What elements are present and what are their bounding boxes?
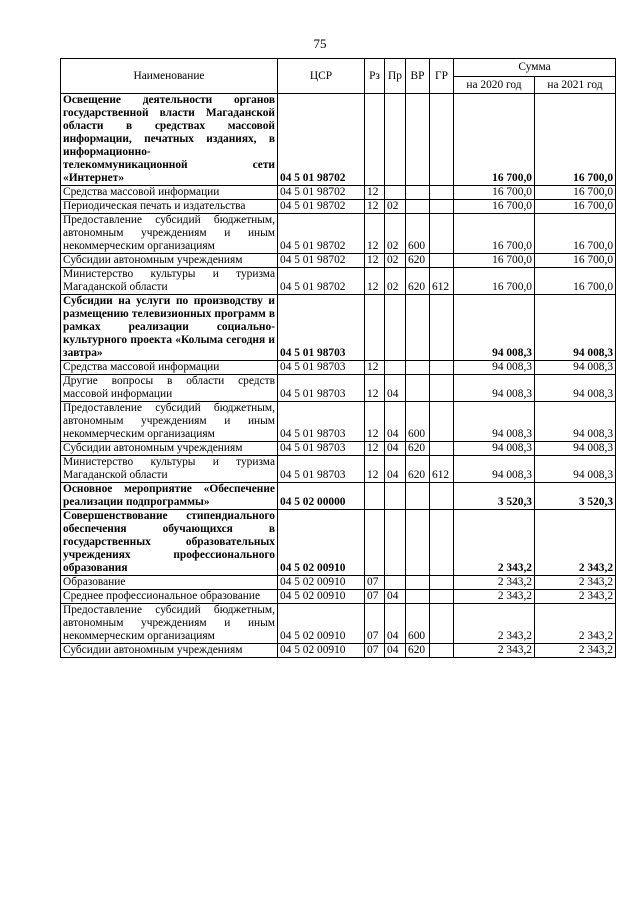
cell-vr [406, 375, 430, 402]
cell-pr: 04 [385, 644, 406, 658]
cell-csr: 04 5 02 00910 [278, 644, 365, 658]
cell-pr [385, 510, 406, 576]
cell-csr: 04 5 01 98703 [278, 402, 365, 442]
table-row [61, 268, 616, 295]
cell-vr [406, 200, 430, 214]
cell-vr [406, 94, 430, 186]
header-year-2020: на 2020 год [454, 77, 535, 94]
cell-vr [406, 361, 430, 375]
cell-vr [406, 483, 430, 510]
cell-sum-2021: 16 700,0 [535, 94, 616, 186]
cell-sum-2020: 16 700,0 [454, 94, 535, 186]
cell-rz: 12 [365, 268, 385, 295]
cell-name: Другие вопросы в области средств массовой информации [61, 375, 278, 402]
cell-rz [365, 510, 385, 576]
header-vr: ВР [406, 59, 430, 94]
cell-name: Образование [61, 576, 278, 590]
cell-sum-2021: 94 008,3 [535, 402, 616, 442]
cell-sum-2021: 2 343,2 [535, 510, 616, 576]
table-row [61, 295, 616, 361]
header-rz: Рз [365, 59, 385, 94]
cell-gr [430, 442, 454, 456]
cell-sum-2021: 2 343,2 [535, 644, 616, 658]
cell-csr: 04 5 02 00910 [278, 604, 365, 644]
cell-sum-2021: 16 700,0 [535, 268, 616, 295]
header-year-2021: на 2021 год [535, 77, 616, 94]
cell-name: Средства массовой информации [61, 186, 278, 200]
cell-csr: 04 5 01 98703 [278, 442, 365, 456]
header-csr: ЦСР [278, 59, 365, 94]
cell-gr [430, 604, 454, 644]
cell-rz: 12 [365, 402, 385, 442]
cell-pr [385, 576, 406, 590]
cell-pr: 04 [385, 590, 406, 604]
cell-rz: 12 [365, 214, 385, 254]
table-row [61, 442, 616, 456]
cell-gr [430, 186, 454, 200]
table-row [61, 254, 616, 268]
table-row [61, 94, 616, 186]
cell-sum-2021: 16 700,0 [535, 200, 616, 214]
cell-rz: 07 [365, 644, 385, 658]
cell-sum-2021: 94 008,3 [535, 442, 616, 456]
cell-pr: 04 [385, 456, 406, 483]
cell-gr [430, 254, 454, 268]
cell-sum-2020: 16 700,0 [454, 186, 535, 200]
cell-sum-2020: 94 008,3 [454, 442, 535, 456]
cell-pr: 04 [385, 604, 406, 644]
cell-csr: 04 5 01 98702 [278, 254, 365, 268]
cell-sum-2021: 94 008,3 [535, 375, 616, 402]
cell-csr: 04 5 01 98702 [278, 268, 365, 295]
cell-vr [406, 510, 430, 576]
cell-sum-2020: 16 700,0 [454, 200, 535, 214]
table-row [61, 510, 616, 576]
cell-rz: 12 [365, 361, 385, 375]
cell-sum-2020: 2 343,2 [454, 576, 535, 590]
cell-sum-2020: 94 008,3 [454, 456, 535, 483]
cell-rz: 12 [365, 375, 385, 402]
cell-sum-2020: 94 008,3 [454, 375, 535, 402]
cell-csr: 04 5 02 00910 [278, 576, 365, 590]
cell-csr: 04 5 01 98703 [278, 295, 365, 361]
cell-vr: 620 [406, 442, 430, 456]
cell-sum-2020: 94 008,3 [454, 361, 535, 375]
table-row [61, 402, 616, 442]
budget-table [60, 58, 616, 658]
cell-pr: 02 [385, 214, 406, 254]
cell-vr: 620 [406, 644, 430, 658]
cell-csr: 04 5 01 98703 [278, 375, 365, 402]
cell-pr [385, 295, 406, 361]
header-gr: ГР [430, 59, 454, 94]
cell-sum-2020: 16 700,0 [454, 254, 535, 268]
cell-csr: 04 5 01 98702 [278, 200, 365, 214]
cell-sum-2020: 2 343,2 [454, 590, 535, 604]
table-row [61, 214, 616, 254]
cell-name: Субсидии автономным учреждениям [61, 644, 278, 658]
header-row [61, 59, 616, 77]
cell-sum-2021: 2 343,2 [535, 576, 616, 590]
cell-csr: 04 5 02 00000 [278, 483, 365, 510]
cell-rz: 12 [365, 442, 385, 456]
cell-sum-2021: 16 700,0 [535, 254, 616, 268]
cell-name: Периодическая печать и издательства [61, 200, 278, 214]
cell-sum-2020: 16 700,0 [454, 268, 535, 295]
cell-gr [430, 402, 454, 442]
cell-name: Субсидии автономным учреждениям [61, 442, 278, 456]
cell-sum-2020: 2 343,2 [454, 604, 535, 644]
cell-vr: 620 [406, 456, 430, 483]
cell-pr: 04 [385, 402, 406, 442]
cell-name: Среднее профессиональное образование [61, 590, 278, 604]
cell-vr [406, 576, 430, 590]
cell-gr [430, 295, 454, 361]
table-row [61, 186, 616, 200]
cell-pr: 04 [385, 375, 406, 402]
cell-rz: 12 [365, 200, 385, 214]
cell-sum-2020: 2 343,2 [454, 644, 535, 658]
table-body [61, 94, 616, 658]
cell-csr: 04 5 01 98702 [278, 94, 365, 186]
table-row [61, 604, 616, 644]
cell-gr [430, 214, 454, 254]
cell-rz [365, 94, 385, 186]
table-row [61, 361, 616, 375]
cell-rz: 12 [365, 254, 385, 268]
cell-csr: 04 5 01 98703 [278, 361, 365, 375]
cell-name: Министерство культуры и туризма Магаданской области [61, 268, 278, 295]
cell-gr [430, 576, 454, 590]
cell-csr: 04 5 01 98703 [278, 456, 365, 483]
cell-name: Предоставление субсидий бюджетным, автономным учреждениям и иным некоммерческим организациям [61, 214, 278, 254]
cell-pr [385, 94, 406, 186]
cell-gr: 612 [430, 456, 454, 483]
cell-pr: 02 [385, 200, 406, 214]
header-name: Наименование [61, 59, 278, 94]
cell-vr: 620 [406, 268, 430, 295]
cell-sum-2020: 16 700,0 [454, 214, 535, 254]
cell-gr [430, 644, 454, 658]
table-row [61, 456, 616, 483]
cell-rz: 07 [365, 590, 385, 604]
cell-name: Предоставление субсидий бюджетным, автономным учреждениям и иным некоммерческим организациям [61, 604, 278, 644]
cell-name: Субсидии автономным учреждениям [61, 254, 278, 268]
cell-pr: 02 [385, 254, 406, 268]
cell-pr [385, 361, 406, 375]
table-row [61, 644, 616, 658]
cell-sum-2021: 2 343,2 [535, 604, 616, 644]
cell-rz [365, 295, 385, 361]
cell-sum-2020: 2 343,2 [454, 510, 535, 576]
cell-name: Предоставление субсидий бюджетным, автономным учреждениям и иным некоммерческим организациям [61, 402, 278, 442]
table-row [61, 200, 616, 214]
cell-sum-2021: 94 008,3 [535, 456, 616, 483]
cell-csr: 04 5 01 98702 [278, 186, 365, 200]
table-row [61, 375, 616, 402]
cell-gr [430, 361, 454, 375]
cell-vr: 600 [406, 402, 430, 442]
cell-rz: 12 [365, 456, 385, 483]
cell-name: Основное мероприятие «Обеспечение реализации подпрограммы» [61, 483, 278, 510]
cell-pr [385, 483, 406, 510]
cell-sum-2021: 3 520,3 [535, 483, 616, 510]
cell-vr [406, 590, 430, 604]
cell-csr: 04 5 01 98702 [278, 214, 365, 254]
cell-sum-2020: 94 008,3 [454, 402, 535, 442]
cell-sum-2021: 16 700,0 [535, 214, 616, 254]
cell-sum-2020: 94 008,3 [454, 295, 535, 361]
cell-vr [406, 295, 430, 361]
cell-rz: 07 [365, 604, 385, 644]
cell-name: Совершенствование стипендиального обеспечения обучающихся в государственных образовательных учреждениях профессионального образования [61, 510, 278, 576]
cell-gr [430, 94, 454, 186]
cell-pr: 02 [385, 268, 406, 295]
cell-gr [430, 200, 454, 214]
header-pr: Пр [385, 59, 406, 94]
cell-vr: 620 [406, 254, 430, 268]
cell-csr: 04 5 02 00910 [278, 590, 365, 604]
cell-csr: 04 5 02 00910 [278, 510, 365, 576]
table-row [61, 576, 616, 590]
cell-rz: 07 [365, 576, 385, 590]
cell-vr: 600 [406, 604, 430, 644]
cell-gr [430, 590, 454, 604]
cell-gr [430, 510, 454, 576]
cell-pr [385, 186, 406, 200]
cell-gr: 612 [430, 268, 454, 295]
cell-sum-2021: 16 700,0 [535, 186, 616, 200]
cell-rz [365, 483, 385, 510]
cell-sum-2021: 94 008,3 [535, 295, 616, 361]
cell-pr: 04 [385, 442, 406, 456]
cell-vr [406, 186, 430, 200]
cell-sum-2020: 3 520,3 [454, 483, 535, 510]
cell-vr: 600 [406, 214, 430, 254]
cell-name: Освещение деятельности органов государственной власти Магаданской области в средствах массовой информации, печатных изданиях, в информационно-телекоммуникационной сети «Интернет» [61, 94, 278, 186]
header-sum: Сумма [454, 59, 616, 77]
cell-name: Министерство культуры и туризма Магаданской области [61, 456, 278, 483]
cell-gr [430, 375, 454, 402]
cell-name: Субсидии на услуги по производству и размещению телевизионных программ в рамках реализации социально-культурного проекта «Колыма сегодня и завтра» [61, 295, 278, 361]
table-row [61, 483, 616, 510]
cell-sum-2021: 94 008,3 [535, 361, 616, 375]
page-number: 75 [313, 36, 327, 51]
cell-rz: 12 [365, 186, 385, 200]
cell-sum-2021: 2 343,2 [535, 590, 616, 604]
cell-name: Средства массовой информации [61, 361, 278, 375]
table-row [61, 590, 616, 604]
cell-gr [430, 483, 454, 510]
